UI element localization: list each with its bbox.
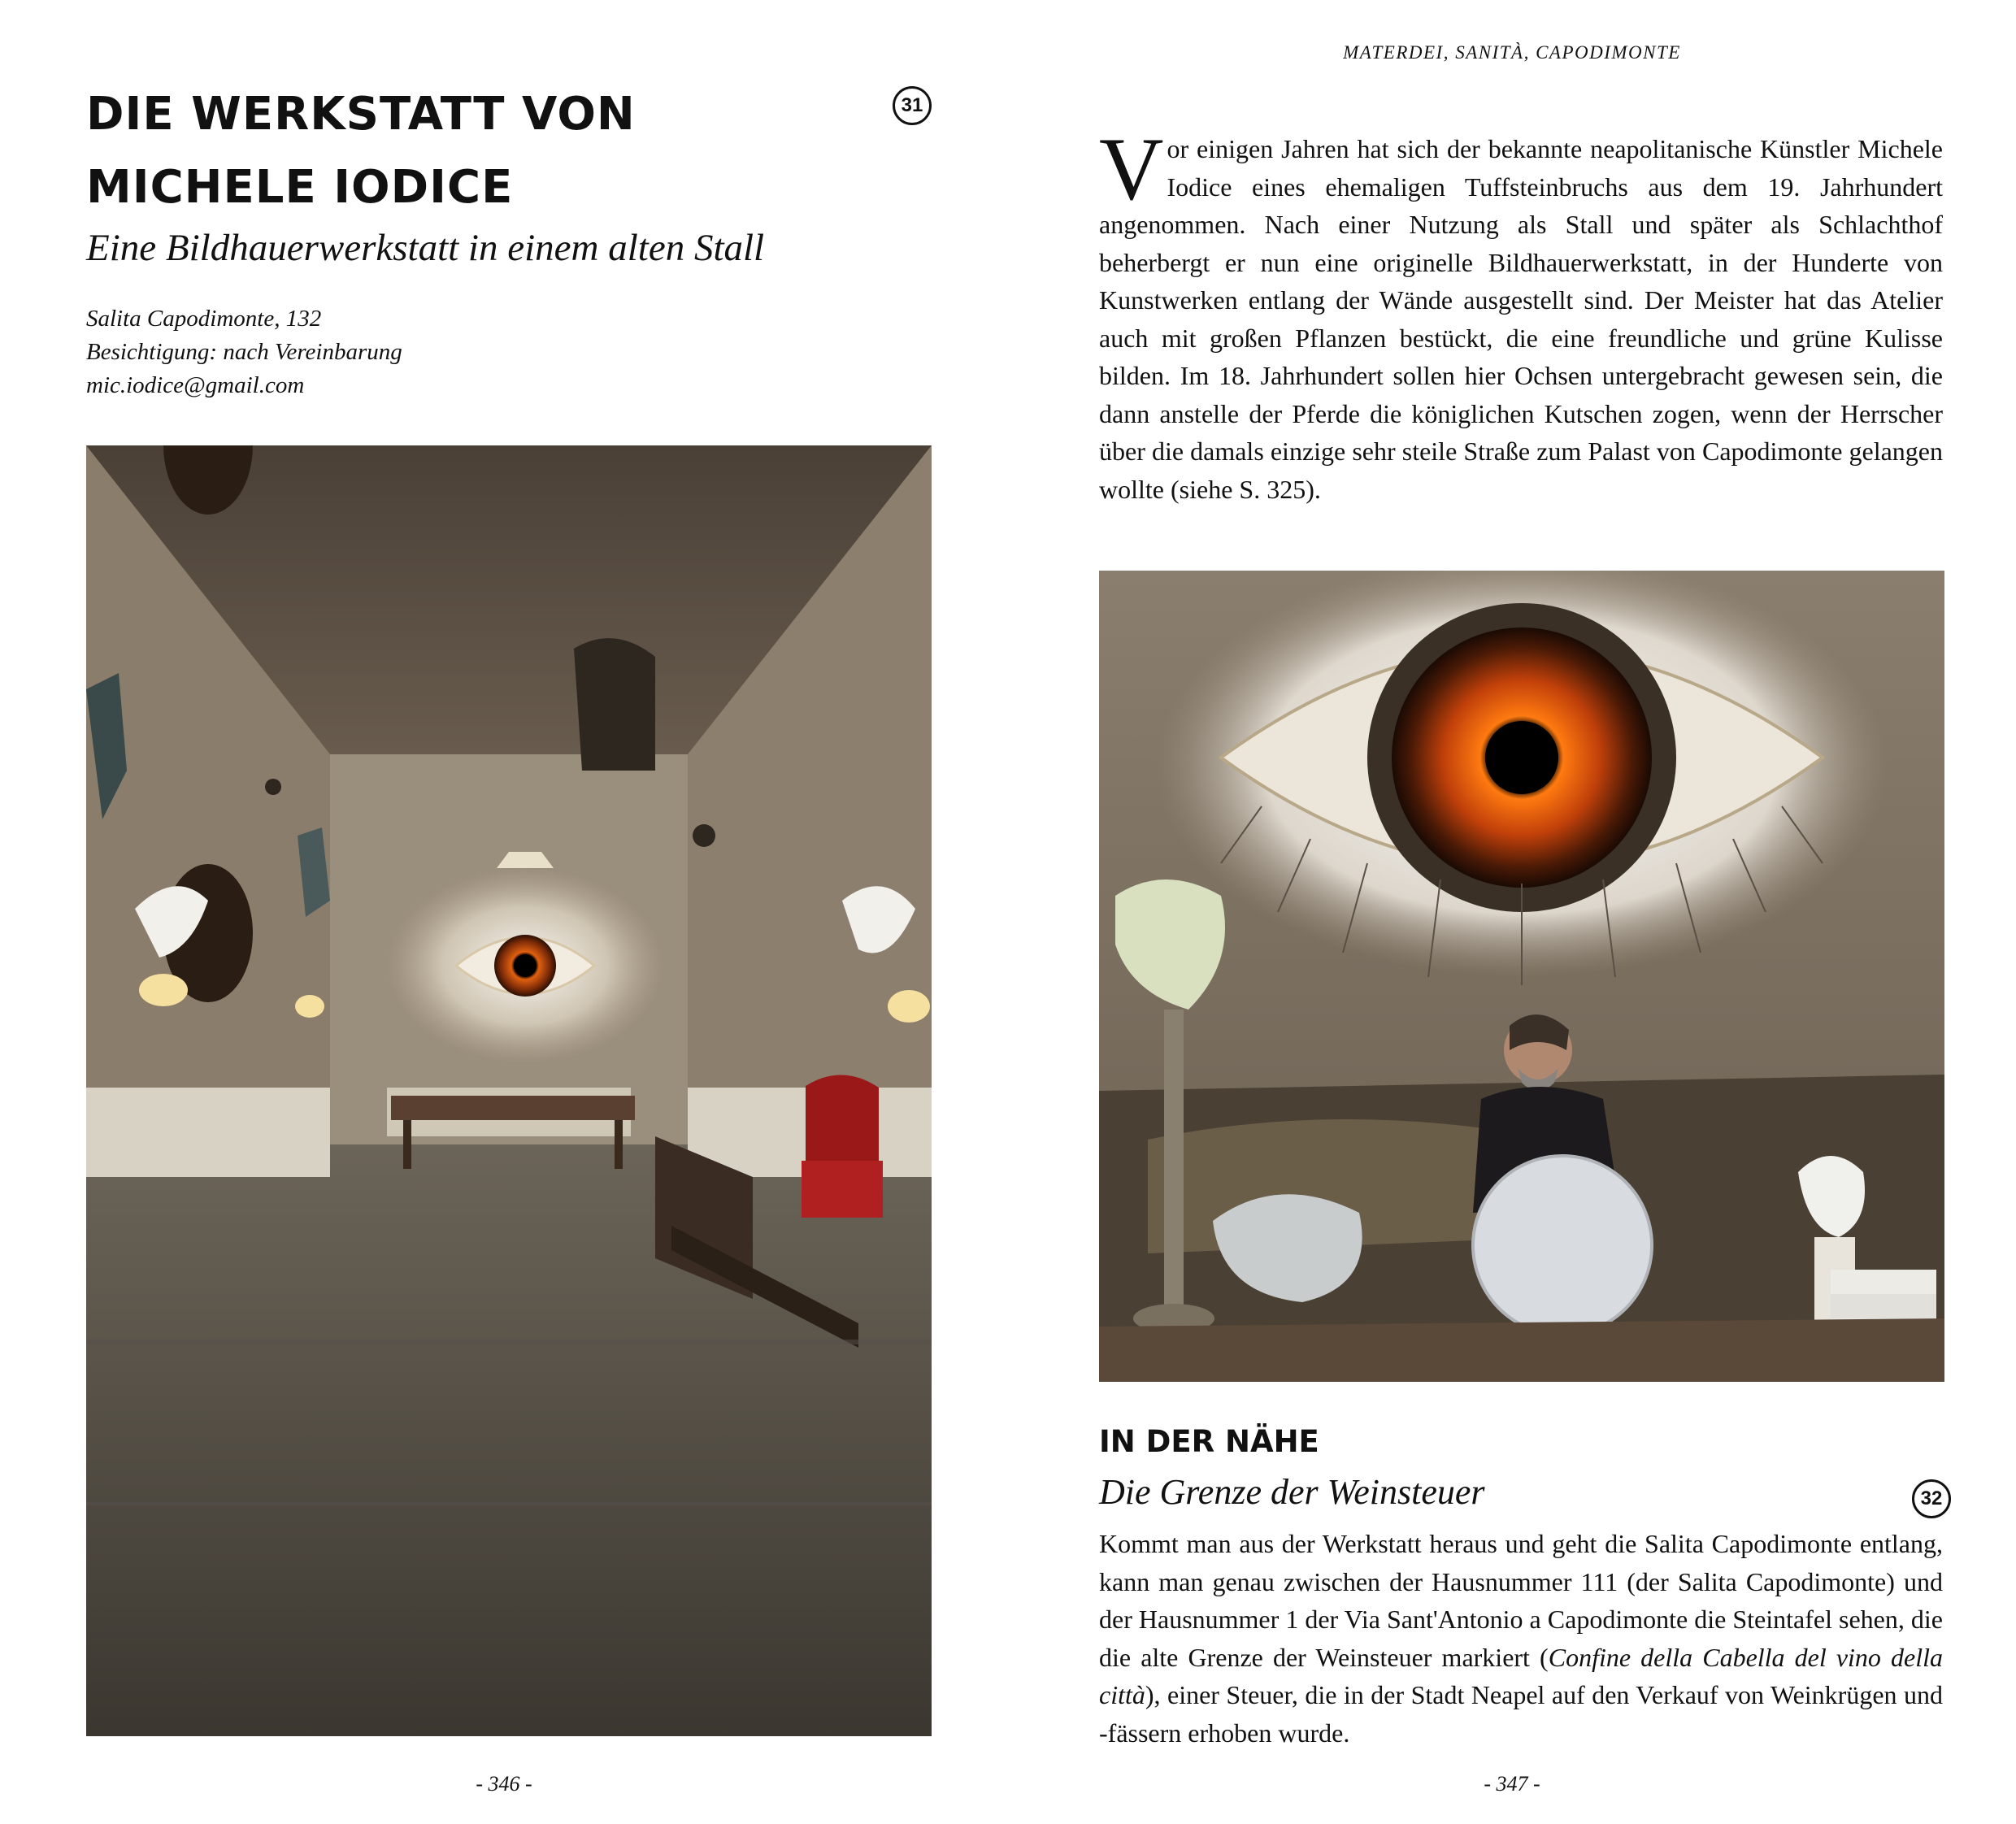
nearby-heading: IN DER NÄHE bbox=[1099, 1424, 1319, 1459]
visit-line: Besichtigung: nach Vereinbarung bbox=[86, 339, 402, 365]
nearby-subtitle: Die Grenze der Weinsteuer bbox=[1099, 1472, 1485, 1512]
nearby-text-italic: Confine della Cabella del vino della città bbox=[1099, 1642, 1944, 1709]
workshop-interior-illustration bbox=[86, 445, 932, 1736]
nearby-paragraph bbox=[1099, 1525, 1943, 1752]
article-subtitle: Eine Bildhauerwerkstatt in einem alten Stall bbox=[86, 227, 765, 269]
running-head: MATERDEI, SANITÀ, CAPODIMONTE bbox=[1343, 42, 1681, 63]
intro-text: or einigen Jahren hat sich der bekannte neapolitanische Künstler Michele Iodice eines ehemaligen Tuffsteinbruchs aus dem 19. Jahrhundert angenommen. Nach einer Nutzung als Stall und später als Schlachthof beherbergt er nun eine originelle Bildhauerwerkstatt, in der Hunderte von Kunstwerken entlang der Wände ausgestellt sind. Der Meister hat das Atelier auch mit großen Pflanzen bestückt, die eine freundliche und grüne Kulisse bilden. Im 18. Jahrhundert sollen hier Ochsen untergebracht gewesen sein, die dann anstelle der Pferde die königlichen Kutschen zogen, wenn der Herrscher über die damals einzige sehr steile Straße zum Palast von Capodimonte gelangen wollte (siehe S. 325). bbox=[1099, 134, 1943, 504]
article-title bbox=[86, 78, 867, 224]
workshop-interior-photo bbox=[86, 445, 932, 1736]
nearby-text-part-1: Kommt man aus der Werkstatt heraus und geht die Salita Capodimonte entlang, kann man genau zwischen der Hausnummer 111 (der Salita Capodimonte) und der Hausnummer 1 der Via Sant'Antonio a Capodimonte die Steintafel sehen, die die alte Grenze der Weinsteuer markiert ( bbox=[1099, 1529, 1943, 1672]
nearby-text-part-2: ), einer Steuer, die in der Stadt Neapel auf den Verkauf von Weinkrügen und -fässern erhoben wurde. bbox=[1099, 1680, 1943, 1748]
artist-at-work-photo bbox=[1099, 571, 1944, 1382]
email-line: mic.iodice@gmail.com bbox=[86, 372, 305, 398]
visitor-info bbox=[86, 302, 655, 402]
nearby-entry-number-badge: 32 bbox=[1912, 1479, 1951, 1518]
page-number-left: - 346 - bbox=[476, 1772, 532, 1796]
intro-paragraph bbox=[1099, 119, 1943, 508]
artist-with-eye-sculpture-illustration bbox=[1099, 571, 1944, 1382]
drop-cap: V bbox=[1099, 119, 1164, 219]
entry-number-badge: 31 bbox=[893, 86, 932, 125]
title-line-1: DIE WERKSTATT VON bbox=[86, 88, 636, 141]
page-number-right: - 347 - bbox=[1484, 1772, 1540, 1796]
title-line-2: MICHELE IODICE bbox=[86, 161, 514, 214]
address-line: Salita Capodimonte, 132 bbox=[86, 306, 322, 332]
right-page bbox=[1008, 0, 2016, 1824]
